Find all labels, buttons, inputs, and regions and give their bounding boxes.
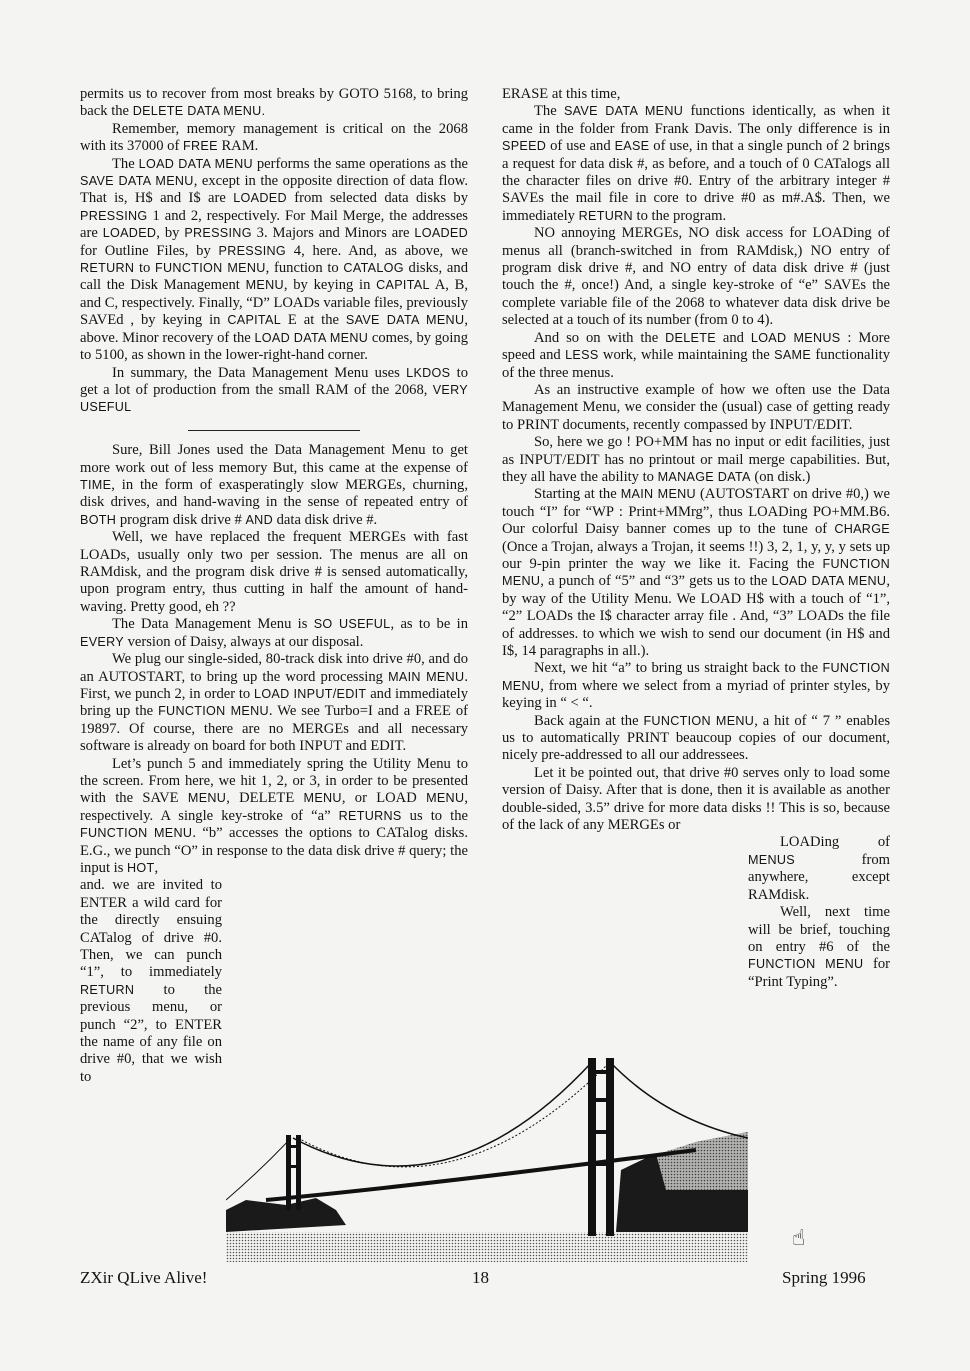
- text-run: , a punch of “5” and “3” gets us to the: [540, 573, 772, 590]
- small-caps-text: PRESSING: [218, 243, 286, 258]
- small-caps-text: MENU: [245, 278, 284, 293]
- golden-gate-bridge-icon: [226, 1050, 748, 1262]
- small-caps-text: RETURN: [80, 982, 135, 997]
- text-run: and: [715, 329, 751, 346]
- paragraph: Remember, memory management is critical on the 2068 with its 37000 of FREE RAM.: [80, 120, 468, 155]
- small-caps-text: HOT: [127, 860, 155, 875]
- text-run: data disk drive #.: [272, 511, 378, 528]
- small-caps-text: MENU: [187, 791, 227, 806]
- text-run: , as to be in: [390, 616, 468, 633]
- text-run: Let’s punch 5 and immediately spring the Utility Menu to the screen. From here, we hit 1, 2, or 3, in order to be presented with the SAVE: [80, 755, 468, 807]
- text-run: disks, and call the Disk Management: [80, 260, 468, 294]
- text-run: A, B, and C, respectively. Finally, “D” LOADs variable files, previously SAVEd , by keying in: [80, 277, 468, 329]
- text-run: , by keying in: [283, 277, 377, 294]
- text-run: We plug our single-sided, 80-track disk into drive #0, and do an AUTOSTART, to bring up the word processing: [80, 651, 468, 685]
- small-caps-text: MAIN MENU: [388, 669, 465, 684]
- paragraph: [502, 486, 890, 660]
- paragraph: [748, 834, 890, 904]
- text-run: for “Print Typing”.: [748, 956, 890, 990]
- pointing-hand-icon: ☝: [792, 1226, 806, 1251]
- small-caps-text: MANAGE DATA: [657, 469, 751, 484]
- small-caps-text: LOAD MENUS: [750, 330, 841, 345]
- text-run: . First, we punch 2, in order to: [80, 668, 469, 702]
- small-caps-text: FUNCTION MENU: [748, 957, 864, 972]
- paragraph: [502, 330, 890, 382]
- text-run: , DELETE: [226, 790, 304, 807]
- small-caps-text: SAVE DATA MENU: [563, 104, 684, 119]
- paragraph: permits us to recover from most breaks by GOTO 5168, to bring back the DELETE DATA MENU.: [80, 86, 468, 120]
- paragraph: [80, 156, 468, 365]
- text-run: performs the same operations as the: [252, 155, 468, 172]
- small-caps-text: FUNCTION MENU: [155, 261, 266, 276]
- wrapped-text-block: [748, 834, 890, 991]
- text-run: 4, here. And, as above, we: [286, 242, 468, 259]
- text-run: from selected data disks by: [286, 190, 468, 207]
- small-caps-text: CATALOG: [343, 261, 404, 276]
- small-caps-text: LOAD DATA MENU: [771, 574, 887, 589]
- small-caps-text: AND: [245, 512, 273, 527]
- text-run: , a hit of “ 7 ” enables us to automatically PRINT beaucoup copies of our document, nicely pre-addressed to all our addressees.: [502, 712, 890, 764]
- text-run: The Data Management Menu is: [112, 616, 314, 633]
- right-column: [502, 86, 890, 991]
- text-run: . We see Turbo=I and a FREE of 19897. Of course, there are no MERGEs and all necessary software is already on board for both INPUT and EDIT.: [80, 703, 468, 755]
- text-run: to get a lot of production from the small RAM of the 2068,: [80, 364, 469, 398]
- text-run: LOADing of: [780, 834, 890, 851]
- paragraph: [80, 442, 468, 529]
- small-caps-text: SAVE DATA MENU: [345, 313, 465, 328]
- text-run: to: [134, 260, 156, 277]
- text-run: work, while maintaining the: [598, 347, 775, 364]
- paragraph: Well, we have replaced the frequent MERGEs with fast LOADs, usually only two per session. The menus are all on RAMdisk, and the program disk drive # is sensed automatically, upon program entry, thus cutting in half the amount of hand-waving. Pretty good, eh ??: [80, 529, 468, 615]
- text-run: of use, in that a single punch of 2 brings a request for data disk #, as before, and a touch of 0 CATalogs all the character files on drive #0. Entry of the arbitrary integer # SAVEs the mail file in core to drive #0 as m#.A$. Then, we immediately: [502, 138, 890, 224]
- small-caps-text: VERY USEFUL: [80, 382, 468, 415]
- small-caps-text: CHARGE: [834, 522, 890, 537]
- small-caps-text: LOADED: [102, 226, 157, 241]
- paragraph: As an instructive example of how we often use the Data Management Menu, we consider the (usual) case of getting ready to PRINT documents, recently compassed by INPUT/EDIT.: [502, 381, 890, 433]
- small-caps-text: EASE: [614, 139, 650, 154]
- text-run: (Once a Trojan, always a Trojan, it seems !!) 3, 2, 1, y, y, y sets up our 9-pin printer the way we like it. Facing the: [502, 538, 890, 572]
- text-run: 3. Majors and Minors are: [251, 225, 415, 242]
- small-caps-text: CAPITAL: [376, 278, 430, 293]
- text-run: So, here we go ! PO+MM has no input or edit facilities, just as INPUT/EDIT has no printout or mail merge capabilities. But, they all have the ability to: [502, 434, 890, 485]
- text-run: The: [112, 155, 139, 172]
- paragraph: [80, 756, 468, 878]
- text-run: for Outline Files, by: [80, 242, 219, 259]
- small-caps-text: FUNCTION MENU: [502, 556, 890, 589]
- text-run: Starting at the: [534, 486, 621, 503]
- text-run: to the previous menu, or punch “2”, to ENTER the name of any file on drive #0, that we wish to: [80, 981, 222, 1085]
- paragraph: [502, 103, 890, 225]
- text-run: , respectively. A single key-stroke of “a”: [80, 790, 468, 824]
- small-caps-text: MENUS: [748, 852, 795, 867]
- paragraph: [748, 904, 890, 991]
- text-run: Sure, Bill Jones used the Data Management Menu to get more work out of less memory But, this came at the expense of: [80, 442, 468, 476]
- left-column: [80, 86, 468, 1086]
- text-run: comes, by going to 5100, as shown in the lower-right-hand corner.: [80, 329, 468, 364]
- text-run: version of Daisy, always at our disposal.: [123, 633, 364, 650]
- footer-issue-date: Spring 1996: [782, 1268, 866, 1287]
- footer-page-number: 18: [472, 1268, 489, 1287]
- text-run: , by way of the Utility Menu. We LOAD H$ with a touch of “1”, “2” LOADs the I$ character array file . And, “3” LOADs the file of addresses. to which we wish to send our document (in H$ and I$, 14 paragraphs in all.).: [502, 573, 890, 659]
- small-caps-text: LOAD DATA MENU: [254, 330, 369, 345]
- text-run: 1 and 2, respectively. For Mail Merge, the addresses are: [80, 207, 468, 242]
- paragraph: [502, 660, 890, 712]
- text-run: . “b” accesses the options to CATalog disks. E.G., we punch “O” in response to the data disk drive # query; the input is: [80, 825, 468, 876]
- small-caps-text: MENU: [426, 791, 465, 806]
- small-caps-text: EVERY: [80, 634, 124, 649]
- paragraph: NO annoying MERGEs, NO disk access for LOADing of menus all (branch-switched in from RAMdisk,) NO entry of program disk drive #, and NO entry of data disk drive # (just touch the #, once!) And, a single key-stroke of “e” SAVEs the complete variable file of the 2068 to whatever data disk drive be selected at a touch of its number (from 0 to 4).: [502, 225, 890, 329]
- wrapped-text-block: [80, 877, 222, 1086]
- small-caps-text: LOAD INPUT/EDIT: [254, 686, 367, 701]
- small-caps-text: MAIN MENU: [620, 487, 696, 502]
- small-caps-text: LKDOS: [406, 365, 451, 380]
- small-caps-text: FUNCTION MENU: [502, 661, 890, 693]
- paragraph: [80, 365, 468, 417]
- small-caps-text: LESS: [565, 348, 599, 363]
- text-run: us to the: [401, 807, 468, 824]
- text-run: and immediately bring up the: [80, 685, 469, 720]
- text-run: Next, we hit “a” to bring us straight back to the: [534, 660, 823, 677]
- paragraph: [80, 616, 468, 651]
- text-run: In summary, the Data Management Menu uses: [112, 364, 407, 381]
- small-caps-text: BOTH: [80, 512, 117, 527]
- small-caps-text: MENU: [303, 791, 342, 806]
- small-caps-text: PRESSING: [80, 208, 148, 223]
- small-caps-text: LOADED: [233, 191, 287, 206]
- small-caps-text: DELETE: [665, 330, 716, 345]
- small-caps-text: SPEED: [502, 139, 547, 154]
- small-caps-text: SAVE DATA MENU: [80, 174, 194, 189]
- section-divider: [188, 430, 360, 432]
- small-caps-text: FUNCTION MENU: [80, 826, 193, 841]
- small-caps-text: PRESSING: [184, 226, 252, 241]
- text-run: from anywhere, except RAMdisk.: [748, 851, 890, 903]
- small-caps-text: FUNCTION MENU: [158, 704, 269, 719]
- text-run: functionality of the three menus.: [502, 347, 890, 381]
- paragraph: [502, 434, 890, 486]
- footer-publication-title: ZXir QLive Alive!: [80, 1268, 208, 1287]
- paragraph: [80, 651, 468, 755]
- text-run: (AUTOSTART on drive #0,) we touch “I” for “WP : Print+MMrg”, thus LOADing PO+MM.B6. Our colorful Daisy banner comes up to the tune of: [502, 486, 890, 538]
- paragraph: Let it be pointed out, that drive #0 serves only to load some version of Daisy. After that is done, then it is available as another double-sided, 3.5” drive for more data disks !! This is so, because of the lack of any MERGEs or: [502, 764, 890, 834]
- small-caps-text: FUNCTION MENU: [643, 713, 755, 728]
- text-run: , from where we select from a myriad of printer styles, by keying in “ < “.: [502, 677, 890, 712]
- text-run: (on disk.): [750, 468, 811, 485]
- text-run: and. we are invited to ENTER a wild card for the directly ensuing CATalog of drive #0. Then, we can punch “1”, to immediately: [80, 877, 222, 981]
- small-caps-text: RETURN: [80, 261, 135, 276]
- small-caps-text: TIME: [80, 478, 112, 493]
- small-caps-text: RETURNS: [338, 808, 402, 823]
- paragraph: [502, 713, 890, 765]
- text-run: Back again at the: [534, 712, 644, 729]
- text-run: E at the: [281, 312, 346, 329]
- small-caps-text: CAPITAL: [227, 313, 281, 328]
- text-run: , or LOAD: [341, 790, 427, 807]
- text-run: , in the form of exasperatingly slow MERGEs, churning, disk drives, and hand-waving in the sense of repeated entry of: [80, 477, 468, 511]
- text-run: : More speed and: [502, 329, 890, 364]
- paragraph: [80, 877, 222, 1086]
- small-caps-text: RETURN: [578, 208, 633, 223]
- small-caps-text: SAME: [774, 348, 812, 363]
- text-run: , except in the opposite direction of data flow. That is, H$ and I$ are: [80, 173, 468, 207]
- text-run: And so on with the: [534, 329, 666, 346]
- text-run: , by: [156, 225, 185, 242]
- small-caps-text: SO USEFUL: [313, 617, 391, 632]
- small-caps-text: LOADED: [414, 226, 469, 241]
- text-run: functions identically, as when it came in the folder from Frank Davis. The only difference is in: [502, 103, 890, 137]
- text-run: of use and: [546, 138, 615, 155]
- text-run: , above. Minor recovery of the: [80, 312, 468, 346]
- text-run: The: [534, 103, 564, 120]
- text-run: , function to: [265, 260, 344, 277]
- text-run: to the program.: [632, 207, 727, 224]
- text-run: program disk drive #: [116, 511, 246, 528]
- small-caps-text: LOAD DATA MENU: [138, 156, 253, 171]
- text-run: ,: [154, 859, 159, 876]
- text-run: Well, next time will be brief, touching on entry #6 of the: [748, 904, 890, 955]
- paragraph: ERASE at this time,: [502, 86, 621, 102]
